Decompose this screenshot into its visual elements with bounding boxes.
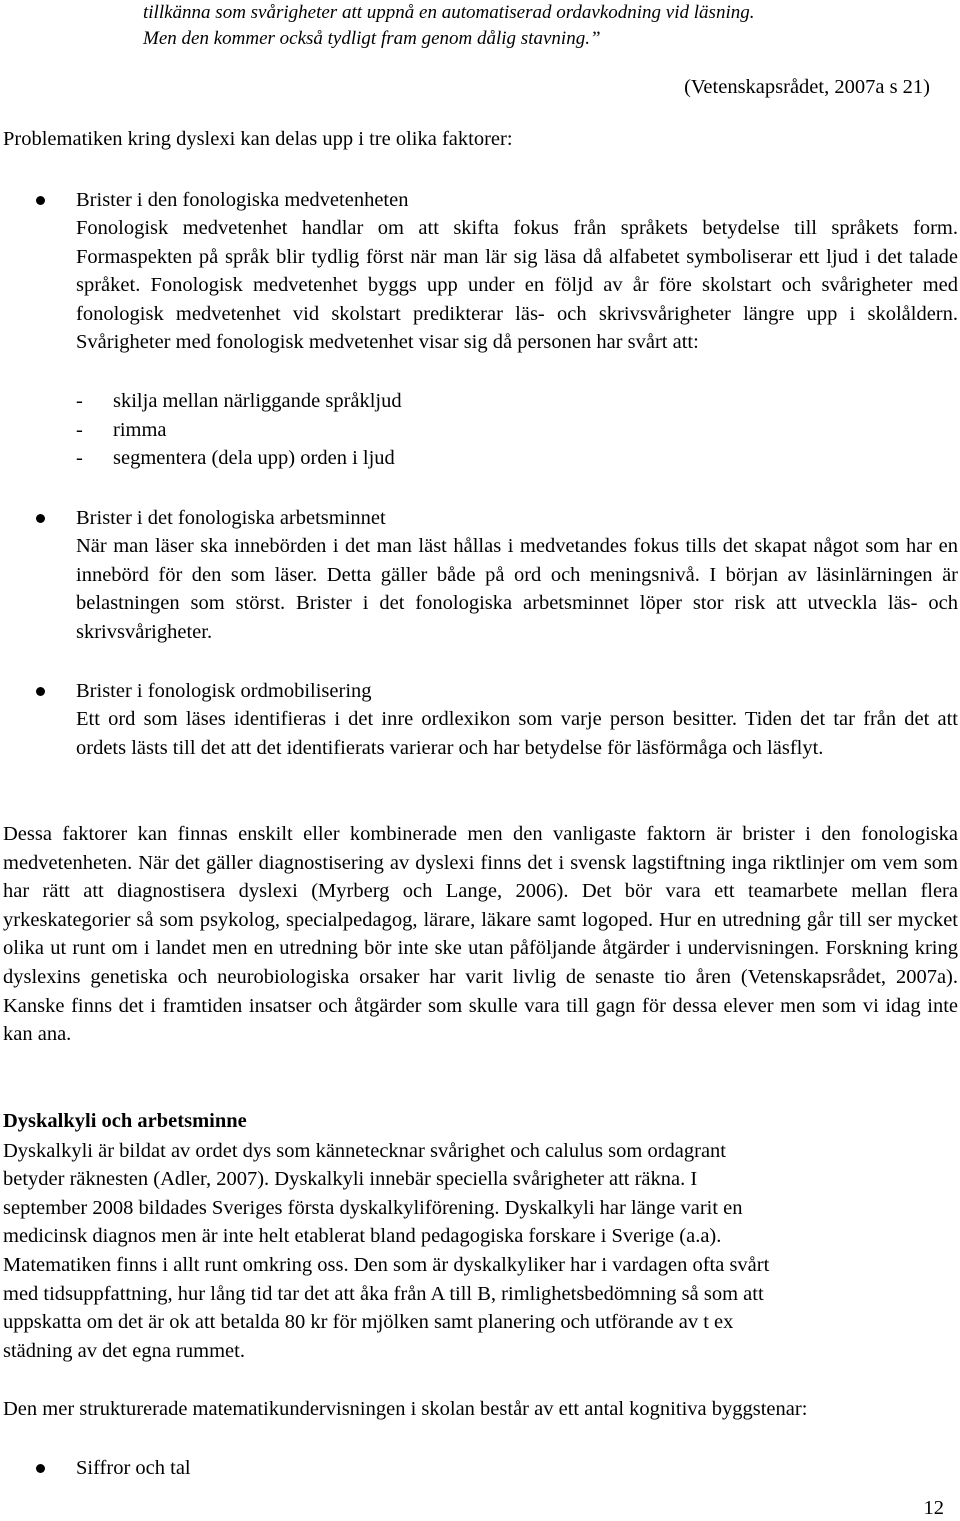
citation: (Vetenskapsrådet, 2007a s 21) [684, 76, 930, 98]
bullet-icon [36, 1464, 45, 1473]
bullet-icon [36, 196, 45, 205]
section-heading: Dyskalkyli och arbetsminne [3, 1110, 247, 1132]
factor-3-title: Brister i fonologisk ordmobilisering [76, 680, 372, 702]
section-line: städning av det egna rummet. [3, 1340, 245, 1362]
bullet-icon [36, 514, 45, 523]
section-line: Dyskalkyli är bildat av ordet dys som kännetecknar svårighet och calulus som ordagrant [3, 1140, 726, 1162]
dash-item-2: - rimma [76, 419, 167, 441]
factor-1-title: Brister i den fonologiska medvetenheten [76, 189, 409, 211]
section-line: Matematiken finns i allt runt omkring oss. Den som är dyskalkyliker har i vardagen ofta svårt [3, 1254, 770, 1276]
bullet-icon [36, 687, 45, 696]
page-number: 12 [923, 1497, 944, 1519]
factor-1-body: Fonologisk medvetenhet handlar om att skifta fokus från språkets betydelse till språkets form. Formaspekten på språk blir tydlig först när man lär sig läsa då alfabetet symboliserar ett ljud i det talade språket. Fonologisk medvetenhet byggs upp under en följd av år före skolstart och svårigheter med fonologisk medvetenhet vid skolstart predikterar läs- och skrivsvårigheter längre upp i skolåldern. Svårigheter med fonologisk medvetenhet visar sig då personen har svårt att: [76, 217, 958, 354]
section-line: uppskatta om det är ok att betalda 80 kr för mjölken samt planering och utförande av t ex [3, 1311, 734, 1333]
section-line: september 2008 bildades Sveriges första dyskalkyliförening. Dyskalkyli har länge varit en [3, 1197, 743, 1219]
final-bullet-item: Siffror och tal [76, 1457, 191, 1479]
factor-3-body: Ett ord som läses identifieras i det inre ordlexikon som varje person besitter. Tiden det tar från det att ordets lästs till det att det identifierats varierar och har betydelse för läsförmåga och läsflyt. [76, 708, 958, 759]
dash-item-3: - segmentera (dela upp) orden i ljud [76, 447, 395, 469]
section-line: med tidsuppfattning, hur lång tid tar det att åka från A till B, rimlighetsbedömning så som att [3, 1283, 764, 1305]
dash-item-1: - skilja mellan närliggande språkljud [76, 390, 402, 412]
paragraph-factors: Dessa faktorer kan finnas enskilt eller kombinerade men den vanligaste faktorn är brister i den fonologiska medvetenheten. När det gäller diagnostisering av dyslexi finns det i svensk lagstiftning inga riktlinjer om vem som har rätt att diagnostisera dyslexi (Myrberg och Lange, 2006). Det bör vara ett teamarbete mellan flera yrkeskategorier så som psykolog, specialpedagog, lärare, läkare samt logoped. Hur en utredning går till ser mycket olika ut runt om i landet men en utredning bör inte ske utan påföljande åtgärder i undervisningen. Forskning kring dyslexins genetiska och neurobiologiska orsaker har varit livlig de senaste tio åren (Vetenskapsrådet, 2007a). Kanske finns det i framtiden insatser och åtgärder som skulle vara till gagn för dessa elever men som vi idag inte kan ana. [3, 823, 958, 1046]
section-line: betyder räknesten (Adler, 2007). Dyskalkyli innebär speciella svårigheter att räkna. I [3, 1168, 698, 1190]
final-paragraph: Den mer strukturerade matematikundervisningen i skolan består av ett antal kognitiva byggstenar: [3, 1398, 808, 1420]
section-line: medicinsk diagnos men är inte helt etablerat bland pedagogiska forskare i Sverige (a.a). [3, 1225, 722, 1247]
factor-2-title: Brister i det fonologiska arbetsminnet [76, 507, 386, 529]
intro-text: Problematiken kring dyslexi kan delas upp i tre olika faktorer: [3, 128, 513, 150]
quote-continuation: tillkänna som svårigheter att uppnå en automatiserad ordavkodning vid läsning. Men den kommer också tydligt fram genom dålig stavning.” [143, 2, 755, 49]
factor-2-body: När man läser ska innebörden i det man läst hållas i medvetandes fokus tills det skapat något som har en innebörd för den som läser. Detta gäller både på ord och meningsnivå. I början av läsinlärningen är belastningen som störst. Brister i det fonologiska arbetsminnet löper stor risk att utveckla läs- och skrivsvårigheter. [76, 535, 958, 643]
